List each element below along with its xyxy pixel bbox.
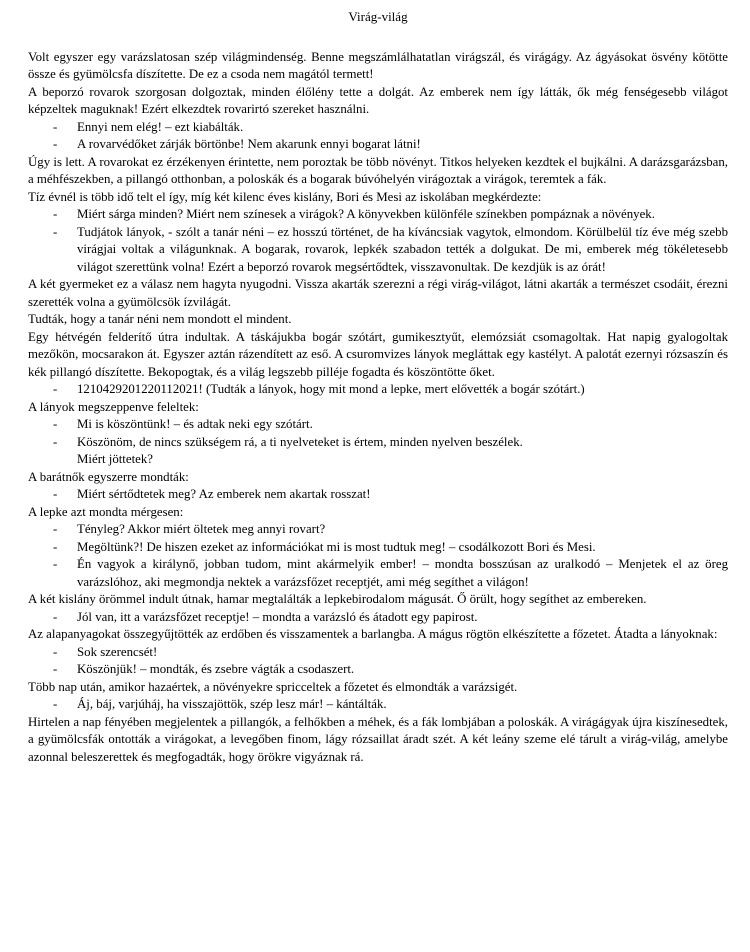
dialogue-line: - Sok szerencsét! [77, 644, 728, 662]
dialogue-line: - Ennyi nem elég! – ezt kiabálták. [77, 119, 728, 137]
dialogue-line: - Köszönöm, de nincs szükségem rá, a ti nyelveteket is értem, minden nyelven beszélek. [77, 434, 728, 452]
paragraph: Volt egyszer egy varázslatosan szép világmindenség. Benne megszámlálhatatlan virágszál, és virágágy. Az ágyásokat ösvény kötötte össze és gyümölcsfa díszítette. De ez a csoda nem magától termett! [28, 49, 728, 81]
dialogue-line: - Köszönjük! – mondták, és zsebre vágták a csodaszert. [77, 661, 728, 679]
paragraph: A lányok megszeppenve feleltek: [28, 399, 199, 414]
dialogue-line: - Mi is köszöntünk! – és adtak neki egy szótárt. [77, 416, 728, 434]
paragraph: A lepke azt mondta mérgesen: [28, 504, 184, 519]
dialogue-line: - A rovarvédőket zárják börtönbe! Nem akarunk ennyi bogarat látni! [77, 136, 728, 154]
dialogue-list [28, 486, 728, 504]
paragraph: Több nap után, amikor hazaértek, a növényekre spricceltek a főzetet és elmondták a varázsigét. [28, 679, 518, 694]
paragraph: A két kislány örömmel indult útnak, hamar megtalálták a lepkebirodalom mágusát. Ő örült, hogy segíthet az embereken. [28, 592, 647, 606]
dialogue-line: - Én vagyok a királynő, jobban tudom, mint akármelyik ember! – mondta bosszúsan az uralkodó – Menjetek el az öreg varázslóhoz, aki megmondja nektek a varázsfőzet receptjét, ami még segíthet a világon! [77, 556, 728, 591]
paragraph: Az alapanyagokat összegyűjtötték az erdőben és visszamentek a barlangba. A mágus rögtön elkészítette a főzetet. Átadta a lányoknak: [28, 627, 718, 641]
paragraph: Tudták, hogy a tanár néni nem mondott el mindent. [28, 312, 292, 326]
dialogue-list [28, 696, 728, 714]
dialogue-line: - Miért sárga minden? Miért nem színesek a virágok? A könyvekben különféle színekben pompáznak a növények. [77, 206, 728, 224]
dialogue-line: - Jól van, itt a varázsfőzet receptje! – mondta a varázsló és átadott egy papirost. [77, 609, 728, 627]
paragraph: A beporzó rovarok szorgosan dolgoztak, minden élőlény tette a dolgát. Az emberek nem így látták, ők még fenségesebb világot képzeltek maguknak! Ezért elkezdtek rovarirtó szereket használni. [28, 84, 728, 116]
dialogue-line: - 1210429201220112021! (Tudták a lányok, hogy mit mond a lepke, mert elővették a bogár szótárt.) [77, 381, 728, 399]
dialogue-line: - Tudjátok lányok, - szólt a tanár néni – ez hosszú történet, de ha kíváncsiak vagytok, elmondom. Körülbelül tíz éve még szebb virágjai voltak a világunknak. A bogarak, rovarok, lepkék szabadon tették a dolgukat. De mi, emberek még tökéletesebb világot szerettünk volna! Ezért a beporzó rovarok megsértődtek, visszavonultak. De kezdjük is az órát! [77, 224, 728, 277]
dialogue-list [28, 644, 728, 679]
paragraph: A barátnők egyszerre mondták: [28, 469, 189, 484]
dialogue-list [28, 119, 728, 154]
dialogue-line: - Miért sértődtetek meg? Az emberek nem akartak rosszat! [77, 486, 728, 504]
dialogue-list [28, 521, 728, 591]
paragraph: A két gyermeket ez a válasz nem hagyta nyugodni. Vissza akarták szerezni a régi virág-világot, látni akarták a természet csodáit, érezni szerették volna a gyümölcsök ízvilágát. [28, 277, 728, 309]
dialogue-line: - Megöltünk?! De hiszen ezeket az információkat mi is most tudtuk meg! – csodálkozott Bori és Mesi. [77, 539, 728, 557]
dialogue-line: - Tényleg? Akkor miért öltetek meg annyi rovart? [77, 521, 728, 539]
dialogue-list [28, 381, 728, 399]
dialogue-continuation: Miért jöttetek? [77, 452, 153, 466]
dialogue-list [28, 416, 728, 451]
dialogue-line: - Áj, báj, varjúháj, ha visszajöttök, szép lesz már! – kántálták. [77, 696, 728, 714]
paragraph: Hirtelen a nap fényében megjelentek a pillangók, a felhőkben a méhek, és a fák lombjában a poloskák. A virágágyak újra kiszínesedtek, a gyümölcsfák ontották a virágokat, a levegőben finom, lágy rózsaillat áradt szét. A két leány szeme elé tárult a virág-világ, amelybe azonnal beleszerettek és megfogadták, hogy örökre vigyáznak rá. [28, 714, 728, 764]
paragraph: Egy hétvégén felderítő útra indultak. A táskájukba bogár szótárt, gumikesztyűt, elemózsiát csomagoltak. Hat napig gyalogoltak mezőkön, mocsarakon át. Egyszer aztán rázendített az eső. A csuromvizes lányok megláttak egy kastélyt. A palotát ezernyi rózsaszín és kék pillangó díszítette. Bekopogtak, és a világ legszebb pilléje fogadta és köszöntötte őket. [28, 329, 728, 379]
document-title: Virág-világ [348, 9, 408, 24]
paragraph: Úgy is lett. A rovarokat ez érzékenyen érintette, nem poroztak be több növényt. Titkos helyeken kezdtek el bujkálni. A darázsgarázsban, a méhfészekben, a pillangó otthonban, a poloskák és a bogarak búvóhelyén virágoztak a virágok, teremtek a fák. [28, 154, 728, 186]
paragraph: Tíz évnél is több idő telt el így, míg két kilenc éves kislány, Bori és Mesi az iskolában megkérdezte: [28, 189, 542, 204]
dialogue-list [28, 609, 728, 627]
dialogue-list [28, 206, 728, 276]
